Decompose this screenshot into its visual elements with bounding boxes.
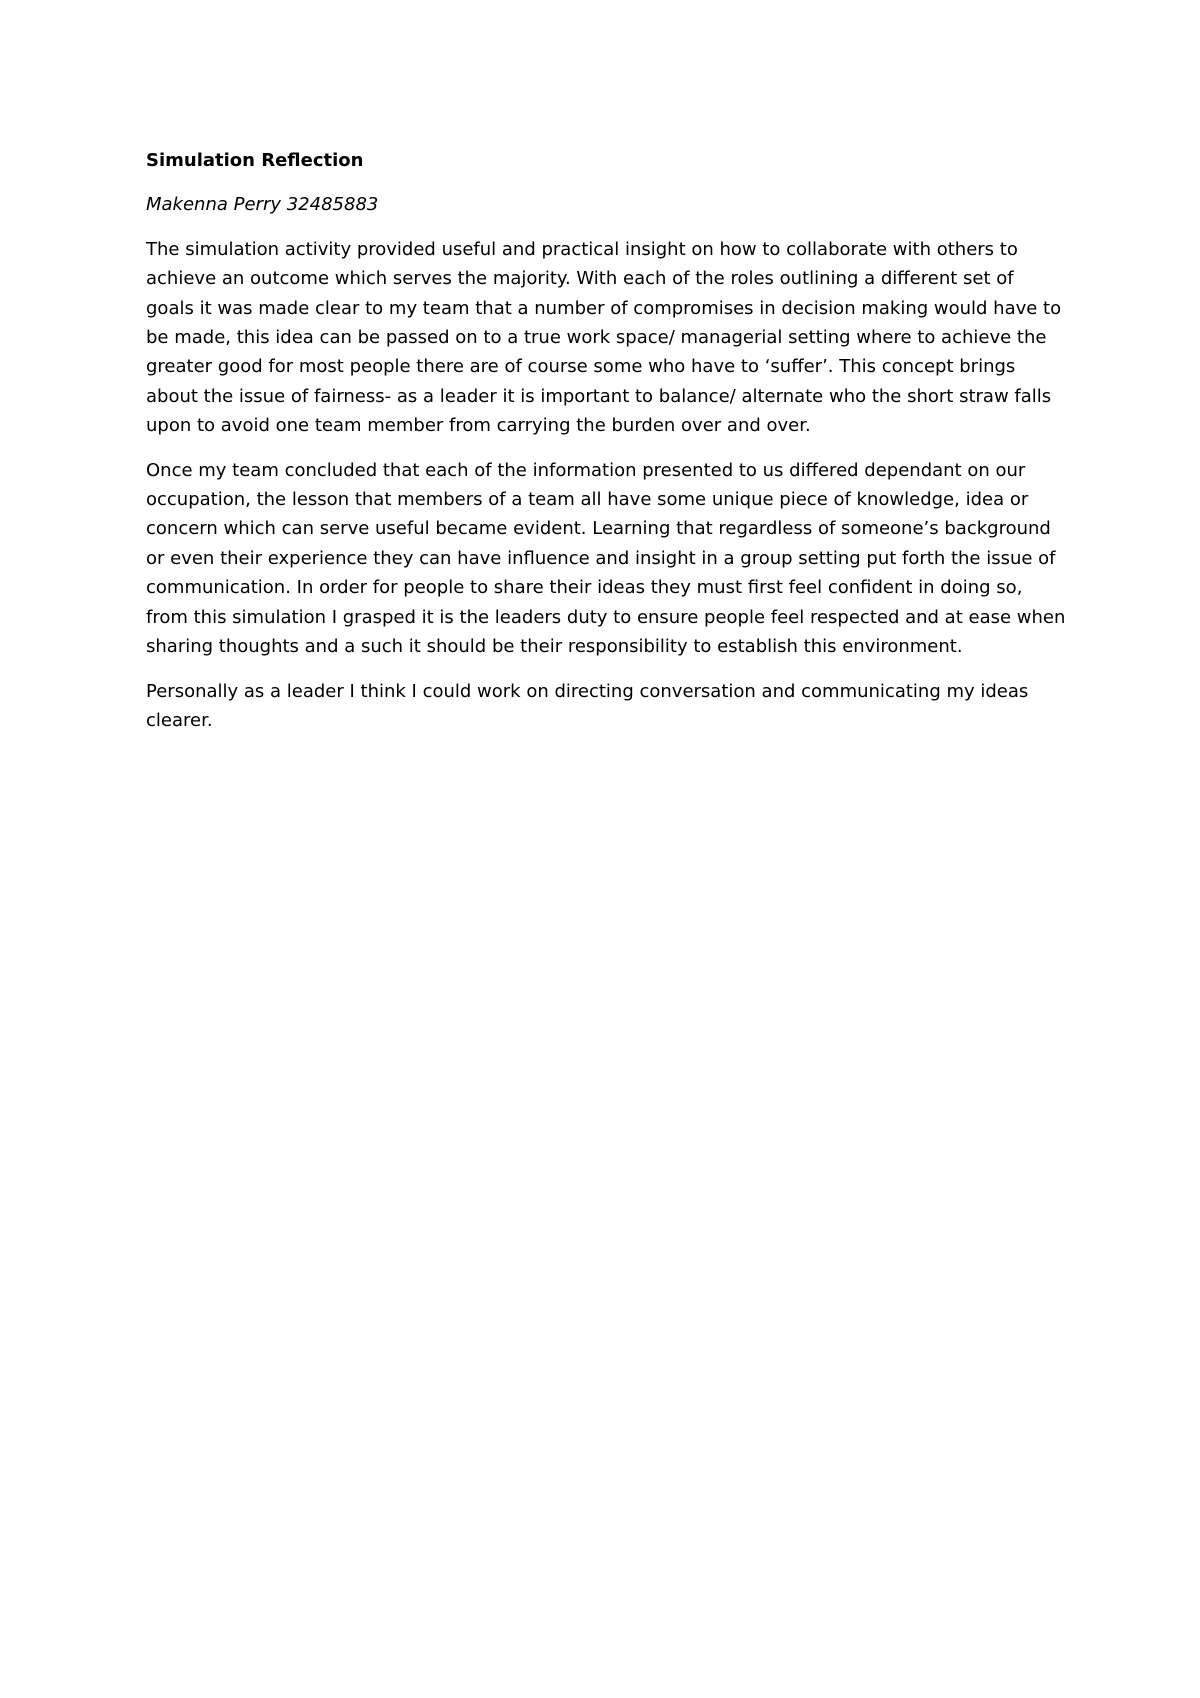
paragraph-2: Once my team concluded that each of the information presented to us differed dependant on our occupation, the lesson that members of a team all have some unique piece of knowledge, idea or concern which can serve useful became evident. Learning that regardless of someone’s background or even their experience they can have influence and insight in a group setting put forth the issue of communication. In order for people to share their ideas they must first feel confident in doing so, from this simulation I grasped it is the leaders duty to ensure people feel respected and at ease when sharing thoughts and a such it should be their responsibility to establish this environment. [146, 459, 1066, 658]
document-title: Simulation Reflection [146, 150, 364, 171]
document-body [146, 146, 1066, 750]
paragraph-1: The simulation activity provided useful and practical insight on how to collaborate with others to achieve an outcome which serves the majority. With each of the roles outlining a different set of goals it was made clear to my team that a number of compromises in decision making would have to be made, this idea can be passed on to a true work space/ managerial setting where to achieve the greater good for most people there are of course some who have to ‘suffer’. This concept brings about the issue of fairness- as a leader it is important to balance/ alternate who the short straw falls upon to avoid one team member from carrying the burden over and over. [146, 238, 1062, 437]
author-line: Makenna Perry 32485883 [146, 194, 379, 216]
paragraph-3: Personally as a leader I think I could work on directing conversation and communicating my ideas clearer. [146, 680, 1029, 731]
